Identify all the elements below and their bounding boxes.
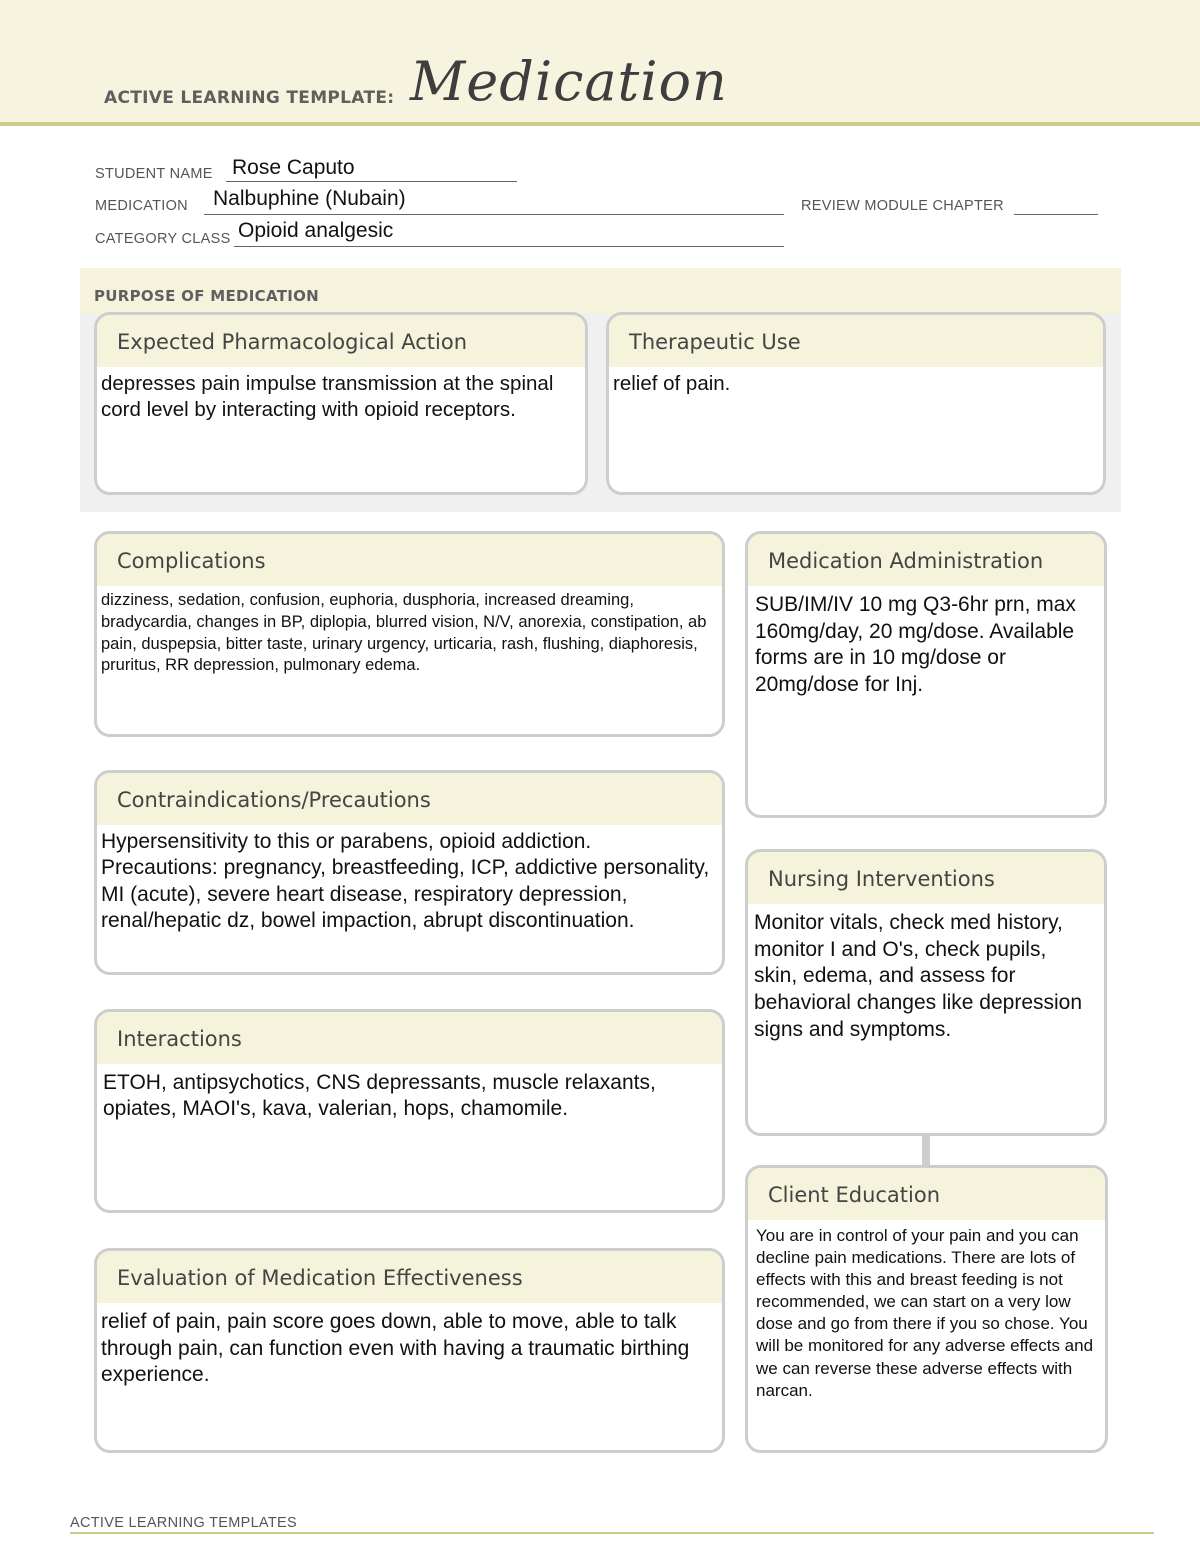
student-name-label: STUDENT NAME bbox=[95, 166, 213, 182]
medication-line bbox=[204, 214, 784, 215]
client-education-card bbox=[745, 1165, 1108, 1453]
category-class-label: CATEGORY CLASS bbox=[95, 231, 231, 247]
contraindications-text[interactable]: Hypersensitivity to this or parabens, opioid addiction. Precautions: pregnancy, breastfeeding, ICP, addictive personality, MI (acute), severe heart disease, respiratory depression, renal/hepatic dz, bowel impaction, abrupt discontinuation. bbox=[101, 830, 710, 932]
medication-administration-card bbox=[745, 531, 1107, 818]
nursing-interventions-card bbox=[745, 849, 1107, 1136]
interactions-card bbox=[94, 1009, 725, 1213]
student-name-line bbox=[226, 181, 517, 182]
complications-text[interactable]: dizziness, sedation, confusion, euphoria, dusphoria, increased dreaming, bradycardia, changes in BP, diplopia, blurred vision, N/V, anorexia, constipation, ab pain, duspepsia, bitter taste, urinary urgency, urticaria, rash, flushing, diaphoresis, pruritus, RR depression, pulmonary edema. bbox=[101, 591, 707, 675]
therapeutic-use-title: Therapeutic Use bbox=[609, 315, 1103, 367]
nursing-interventions-title: Nursing Interventions bbox=[748, 852, 1104, 904]
evaluation-text[interactable]: relief of pain, pain score goes down, able to move, able to talk through pain, can function even with having a traumatic birthing experience. bbox=[101, 1310, 690, 1387]
client-education-title: Client Education bbox=[748, 1168, 1105, 1220]
contraindications-title: Contraindications/Precautions bbox=[97, 773, 722, 825]
client-education-text[interactable]: You are in control of your pain and you can decline pain medications. There are lots of effects with this and breast feeding is not recommended, we can start on a very low dose and go from there if you so chose. You will be monitored for any adverse effects and we can reverse these adverse effects with narcan. bbox=[756, 1226, 1094, 1400]
expected-action-card bbox=[94, 312, 588, 495]
expected-action-title: Expected Pharmacological Action bbox=[97, 315, 585, 367]
category-class-line bbox=[234, 246, 784, 247]
interactions-text[interactable]: ETOH, antipsychotics, CNS depressants, muscle relaxants, opiates, MAOI's, kava, valerian, hops, chamomile. bbox=[103, 1071, 656, 1121]
expected-action-text[interactable]: depresses pain impulse transmission at the spinal cord level by interacting with opioid receptors. bbox=[101, 372, 554, 422]
medication-administration-title: Medication Administration bbox=[748, 534, 1104, 586]
template-prefix: ACTIVE LEARNING TEMPLATE: bbox=[104, 88, 395, 108]
medication-field[interactable]: Nalbuphine (Nubain) bbox=[213, 187, 406, 210]
header-rule bbox=[0, 122, 1200, 126]
nursing-interventions-text[interactable]: Monitor vitals, check med history, monitor I and O's, check pupils, skin, edema, and assess for behavioral changes like depression signs and symptoms. bbox=[754, 911, 1083, 1041]
purpose-label: PURPOSE OF MEDICATION bbox=[94, 287, 320, 305]
footer-label: ACTIVE LEARNING TEMPLATES bbox=[70, 1515, 297, 1531]
therapeutic-use-text[interactable]: relief of pain. bbox=[613, 372, 731, 395]
footer-rule bbox=[70, 1532, 1154, 1534]
interactions-title: Interactions bbox=[97, 1012, 722, 1064]
category-class-field[interactable]: Opioid analgesic bbox=[238, 219, 394, 242]
evaluation-title: Evaluation of Medication Effectiveness bbox=[97, 1251, 722, 1303]
evaluation-card bbox=[94, 1248, 725, 1453]
complications-title: Complications bbox=[97, 534, 722, 586]
contraindications-card bbox=[94, 770, 725, 975]
medication-administration-text[interactable]: SUB/IM/IV 10 mg Q3-6hr prn, max 160mg/day, 20 mg/dose. Available forms are in 10 mg/dose or 20mg/dose for Inj. bbox=[755, 593, 1076, 696]
page-title: Medication bbox=[410, 50, 728, 113]
review-module-label: REVIEW MODULE CHAPTER bbox=[801, 198, 1004, 214]
complications-card bbox=[94, 531, 725, 737]
review-module-line bbox=[1014, 214, 1098, 215]
card-connector bbox=[922, 1133, 930, 1167]
student-name-field[interactable]: Rose Caputo bbox=[232, 156, 355, 179]
medication-label: MEDICATION bbox=[95, 198, 188, 214]
therapeutic-use-card bbox=[606, 312, 1106, 495]
